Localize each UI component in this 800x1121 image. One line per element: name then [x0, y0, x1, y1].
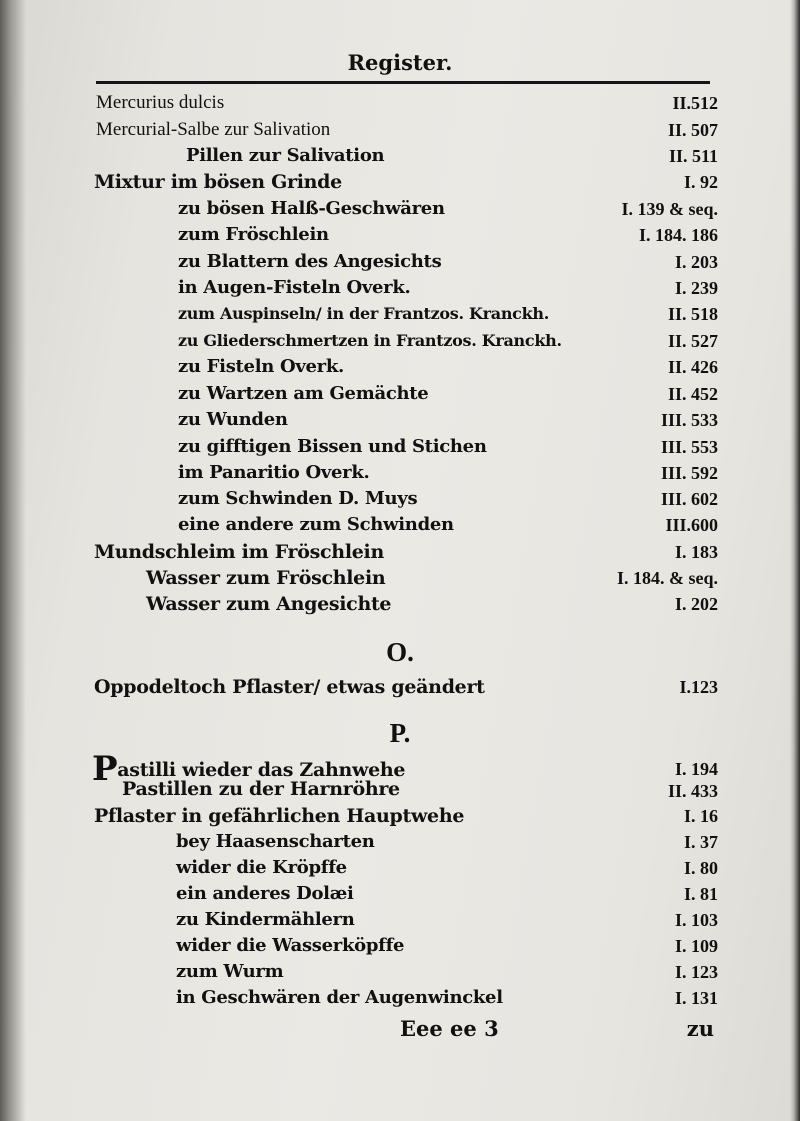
- index-ref: III. 533: [660, 410, 718, 430]
- index-entry: Pillen zur Salivation: [186, 145, 385, 166]
- index-entry-text: astilli wieder das Zahnwehe: [117, 759, 406, 781]
- index-entry: Pflaster in gefährlichen Hauptwehe: [94, 805, 465, 827]
- index-entry: zum Schwinden D. Muys: [178, 488, 418, 509]
- index-ref: III. 602: [660, 489, 718, 509]
- index-ref: I. 123: [674, 962, 718, 982]
- index-entry: zu gifftigen Bissen und Stichen: [178, 436, 487, 457]
- index-entry: zu Wartzen am Gemächte: [178, 383, 429, 404]
- index-ref: I. 109: [674, 936, 718, 956]
- index-entry: Mundschleim im Fröschlein: [94, 541, 384, 563]
- index-entry: in Geschwären der Augenwinckel: [176, 987, 503, 1008]
- index-ref: I. 194: [674, 759, 718, 779]
- section-heading-p: P.: [389, 718, 411, 748]
- index-ref: III.600: [665, 515, 718, 535]
- index-ref: I. 80: [683, 858, 718, 878]
- index-entry: Oppodeltoch Pflaster/ etwas geändert: [94, 676, 485, 698]
- index-entry: zu Fisteln Overk.: [178, 356, 344, 377]
- index-entry: zu Gliederschmertzen in Frantzos. Kranckh.: [178, 331, 562, 350]
- index-ref: II. 518: [667, 304, 718, 324]
- index-entry: zu Kindermählern: [176, 909, 355, 930]
- index-ref: I. 184. & seq.: [616, 568, 718, 588]
- index-entry: Wasser zum Angesichte: [146, 593, 392, 615]
- index-ref: III. 592: [660, 463, 718, 483]
- index-entry: ein anderes Dolæi: [176, 883, 354, 904]
- index-ref: I. 239: [674, 278, 718, 298]
- index-ref: II.512: [672, 93, 718, 113]
- index-entry: bey Haasenscharten: [176, 831, 375, 852]
- index-ref: I. 203: [674, 252, 718, 272]
- catchword: zu: [686, 1016, 714, 1041]
- index-ref: I. 81: [683, 884, 718, 904]
- index-ref: I. 103: [674, 910, 718, 930]
- index-entry: Mixtur im bösen Grinde: [94, 171, 342, 193]
- index-entry: im Panaritio Overk.: [178, 462, 370, 483]
- index-ref: I. 183: [674, 542, 718, 562]
- index-ref: I. 139 & seq.: [621, 199, 718, 219]
- index-ref: II. 507: [667, 120, 718, 140]
- index-ref: I.123: [679, 677, 718, 697]
- index-entry: Mercurial-Salbe zur Salivation: [96, 119, 331, 140]
- index-entry: zu bösen Halß-Geschwären: [178, 198, 445, 219]
- index-entry: wider die Wasserköpffe: [176, 935, 405, 956]
- index-ref: II. 511: [668, 146, 718, 166]
- signature-mark: Eee ee 3: [400, 1016, 499, 1041]
- index-entry: zu Wunden: [178, 409, 288, 430]
- index-ref: I. 92: [683, 172, 718, 192]
- index-ref: I. 16: [683, 806, 718, 826]
- index-entry: eine andere zum Schwinden: [178, 514, 454, 535]
- index-entry: wider die Kröpffe: [176, 857, 347, 878]
- section-heading-o: O.: [386, 637, 414, 667]
- page-header: Register.: [347, 50, 453, 75]
- index-entry: zum Auspinseln/ in der Frantzos. Kranckh.: [178, 304, 550, 323]
- header-rule: [96, 81, 710, 84]
- index-entry: in Augen-Fisteln Overk.: [178, 277, 411, 298]
- index-ref: I. 131: [674, 988, 718, 1008]
- index-entry: Mercurius dulcis: [96, 92, 225, 113]
- index-ref: II. 527: [667, 331, 718, 351]
- index-ref: III. 553: [660, 437, 718, 457]
- index-ref: I. 37: [683, 832, 718, 852]
- drop-cap: P: [92, 749, 118, 789]
- index-entry: zum Wurm: [176, 961, 284, 982]
- index-ref: I. 202: [674, 594, 718, 614]
- index-entry: zu Blattern des Angesichts: [178, 251, 442, 272]
- index-ref: I. 184. 186: [638, 225, 718, 245]
- index-entry: Pastillen zu der Harnröhre: [122, 778, 400, 800]
- index-ref: II. 452: [667, 384, 718, 404]
- index-ref: II. 433: [667, 781, 718, 801]
- index-ref: II. 426: [667, 357, 718, 377]
- index-entry: zum Fröschlein: [178, 224, 329, 245]
- index-entry: Wasser zum Fröschlein: [146, 567, 386, 589]
